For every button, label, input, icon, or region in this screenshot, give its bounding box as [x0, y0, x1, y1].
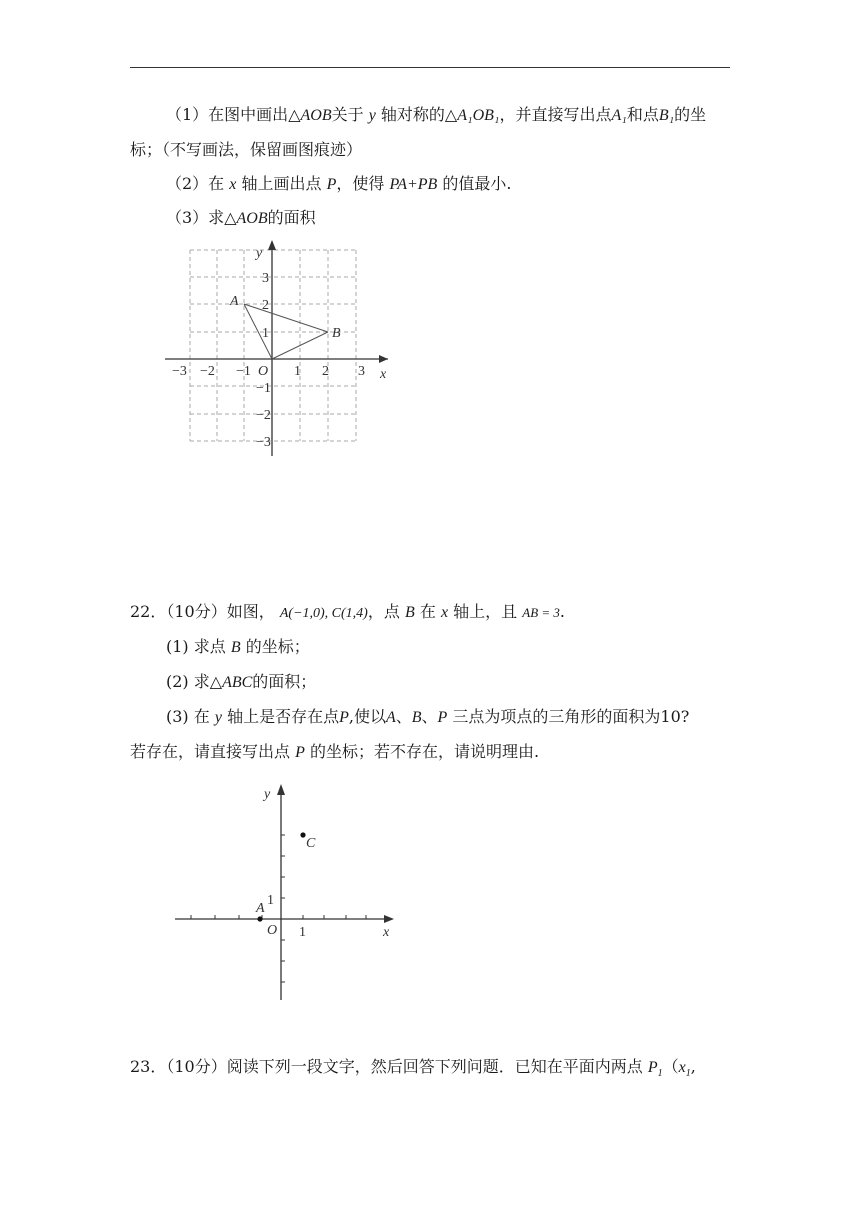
axes [165, 244, 388, 456]
x-axis-label: x [383, 925, 390, 940]
y-tick: 3 [262, 271, 269, 286]
y-tick: 1 [262, 326, 269, 341]
aob-grid-figure [160, 236, 400, 461]
origin-label: O [267, 923, 278, 938]
p22-line5: 若存在，请直接写出点 P 的坐标；若不存在，请说明理由. [130, 742, 540, 761]
axis-ticks [191, 835, 366, 982]
point-a [257, 916, 262, 921]
axes [175, 790, 388, 1000]
x-tick-label: 1 [299, 925, 306, 940]
x-tick: −3 [172, 364, 187, 379]
point-c-label: C [306, 836, 316, 851]
p21-line3: （2）在 x 轴上画出点 P，使得 PA+PB 的值最小. [166, 174, 512, 193]
p23-line1: 23．（10分）阅读下列一段文字，然后回答下列问题．已知在平面内两点 $P_1(x_1$, [130, 1057, 696, 1080]
point-a-label: A [230, 294, 239, 309]
point-a-label: A [256, 901, 265, 916]
y-tick: −3 [256, 435, 271, 450]
x-tick: −2 [200, 364, 215, 379]
p21-line2: 标；（不写画法，保留画图痕迹） [130, 140, 363, 159]
y-axis-label: y [256, 246, 263, 261]
p21-line1: （1）在图中画出△AOB关于 y 轴对称的△A₁OB₁，并直接写出点A₁和点B₁的坐 [166, 105, 707, 124]
x-tick: 3 [358, 364, 365, 379]
y-tick: −1 [256, 381, 271, 396]
y-tick-label: 1 [267, 893, 274, 908]
p21-line4: （3）求△AOB的面积 [166, 208, 316, 227]
p22-line3: (2) 求△ABC的面积； [166, 672, 317, 691]
y-axis-label: y [264, 787, 271, 802]
p22-line2: (1) 求点 B 的坐标； [166, 637, 310, 656]
x-axis-label: x [380, 367, 387, 382]
x-tick: 2 [322, 364, 329, 379]
p22-line1: 22．（10分）如图， A(−1,0), C(1,4)，点 B 在 x 轴上，且 AB = 3. [130, 602, 566, 621]
header-rule [130, 67, 730, 68]
abc-axes-figure [170, 780, 400, 1005]
grid-lines [190, 250, 356, 441]
y-tick: 2 [262, 298, 269, 313]
x-tick: −1 [236, 364, 251, 379]
y-tick: −2 [256, 408, 271, 423]
p22-line4: (3) 在 y 轴上是否存在点P,使以A、B、P 三点为项点的三角形的面积为10? [166, 707, 690, 726]
x-tick: 1 [294, 364, 301, 379]
point-b-label: B [332, 326, 341, 341]
origin-label: O [258, 364, 269, 379]
point-c [300, 832, 305, 837]
